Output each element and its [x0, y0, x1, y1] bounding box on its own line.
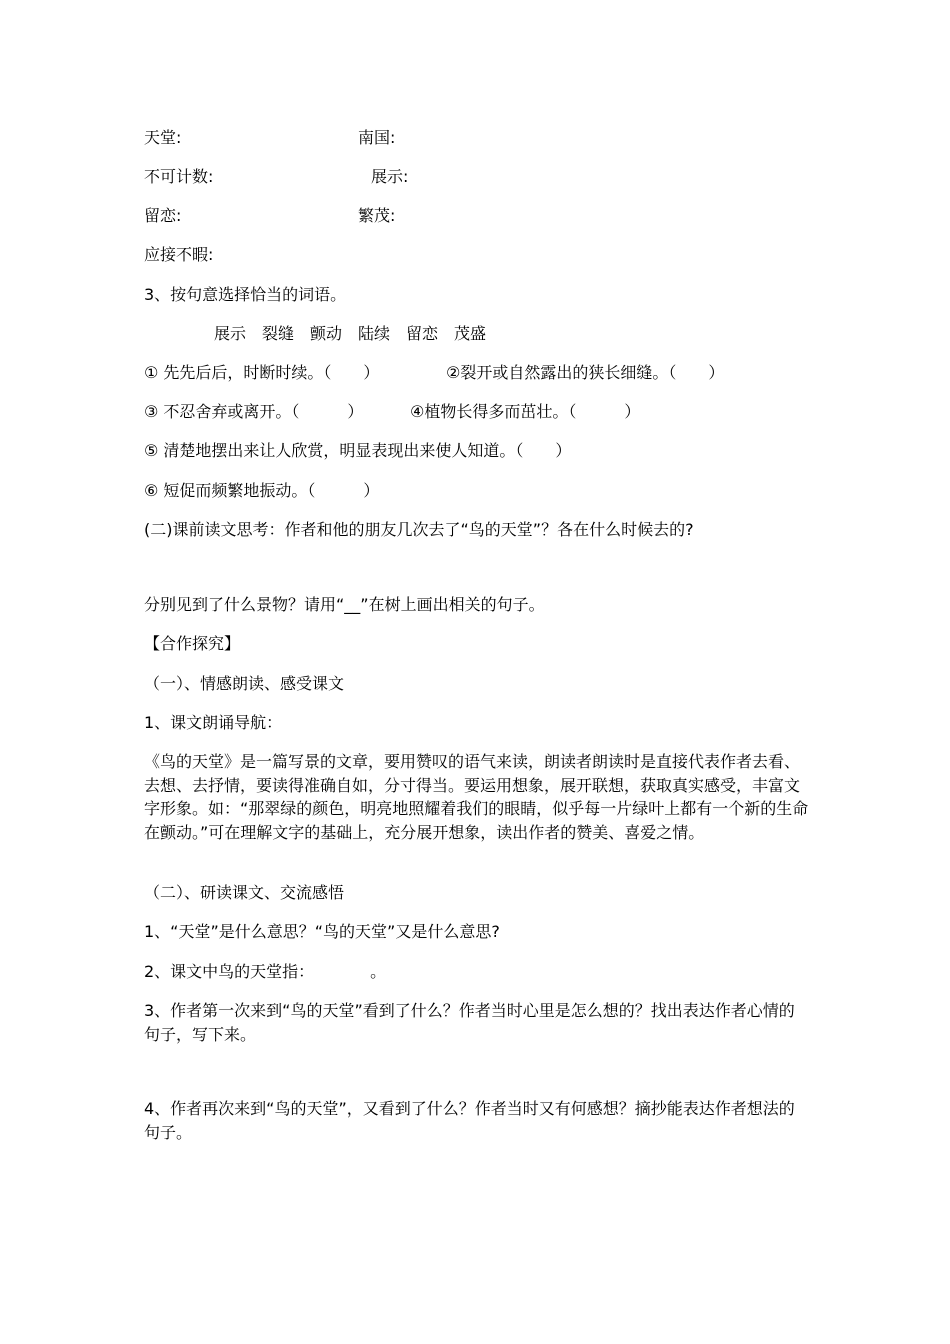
preread-line2: 分别见到了什么景物？请用“__”在树上画出相关的句子。	[144, 595, 545, 614]
section1-title: （一）、情感朗读、感受课文	[144, 674, 345, 693]
item1-title: 1、课文朗诵导航：	[144, 713, 283, 732]
cooperate-heading: 【合作探究】	[144, 634, 241, 653]
vocab-zhanshi: 展示:	[371, 167, 409, 186]
exercise3-q3: ③ 不忍舍弃或离开。（ ）	[144, 402, 364, 421]
section2-title: （二）、研读课文、交流感悟	[144, 883, 345, 902]
vocab-bukejishu: 不可计数:	[144, 167, 214, 186]
question-2: 2、课文中鸟的天堂指： 。	[144, 962, 387, 981]
reading-guide-paragraph: 《鸟的天堂》是一篇写景的文章，要用赞叹的语气来读，朗读者朗读时是直接代表作者去看、去想、去抒情，要读得准确自如，分寸得当。要运用想象，展开联想，获取真实感受，丰富文字形象。如：“那翠绿的颜色，明亮地照耀着我们的眼睛，似乎每一片绿叶上都有一个新的生命在颤动。”可在理解文字的基础上，充分展开想象，读出作者的赞美、喜爱之情。	[144, 752, 809, 842]
exercise3-q4: ④植物长得多而茁壮。（ ）	[410, 402, 641, 421]
preread-line1: (二)课前读文思考：作者和他的朋友几次去了“鸟的天堂”？各在什么时候去的?	[144, 520, 694, 539]
exercise3-q5: ⑤ 清楚地摆出来让人欣赏，明显表现出来使人知道。（ ）	[144, 441, 572, 460]
question-4: 4、作者再次来到“鸟的天堂”，又看到了什么？作者当时又有何感想？摘抄能表达作者想法的句子。	[144, 1099, 795, 1142]
word-bank: 展示 裂缝 颤动 陆续 留恋 茂盛	[214, 324, 487, 343]
exercise3-q6: ⑥ 短促而频繁地振动。（ ）	[144, 481, 380, 500]
vocab-liulian: 留恋:	[144, 206, 182, 225]
vocab-yingjiebuxia: 应接不暇:	[144, 245, 214, 264]
vocab-fanmao: 繁茂:	[358, 206, 396, 225]
question-1: 1、“天堂”是什么意思？“鸟的天堂”又是什么意思?	[144, 922, 500, 941]
exercise3-heading: 3、按句意选择恰当的词语。	[144, 285, 347, 304]
exercise3-q2: ②裂开或自然露出的狭长细缝。（ ）	[446, 363, 725, 382]
question-3: 3、作者第一次来到“鸟的天堂”看到了什么？作者当时心里是怎么想的？找出表达作者心情的句子，写下来。	[144, 1001, 795, 1044]
exercise3-q1: ① 先先后后，时断时续。（ ）	[144, 363, 380, 382]
vocab-nanguo: 南国:	[358, 128, 396, 147]
vocab-tiantang: 天堂:	[144, 128, 182, 147]
